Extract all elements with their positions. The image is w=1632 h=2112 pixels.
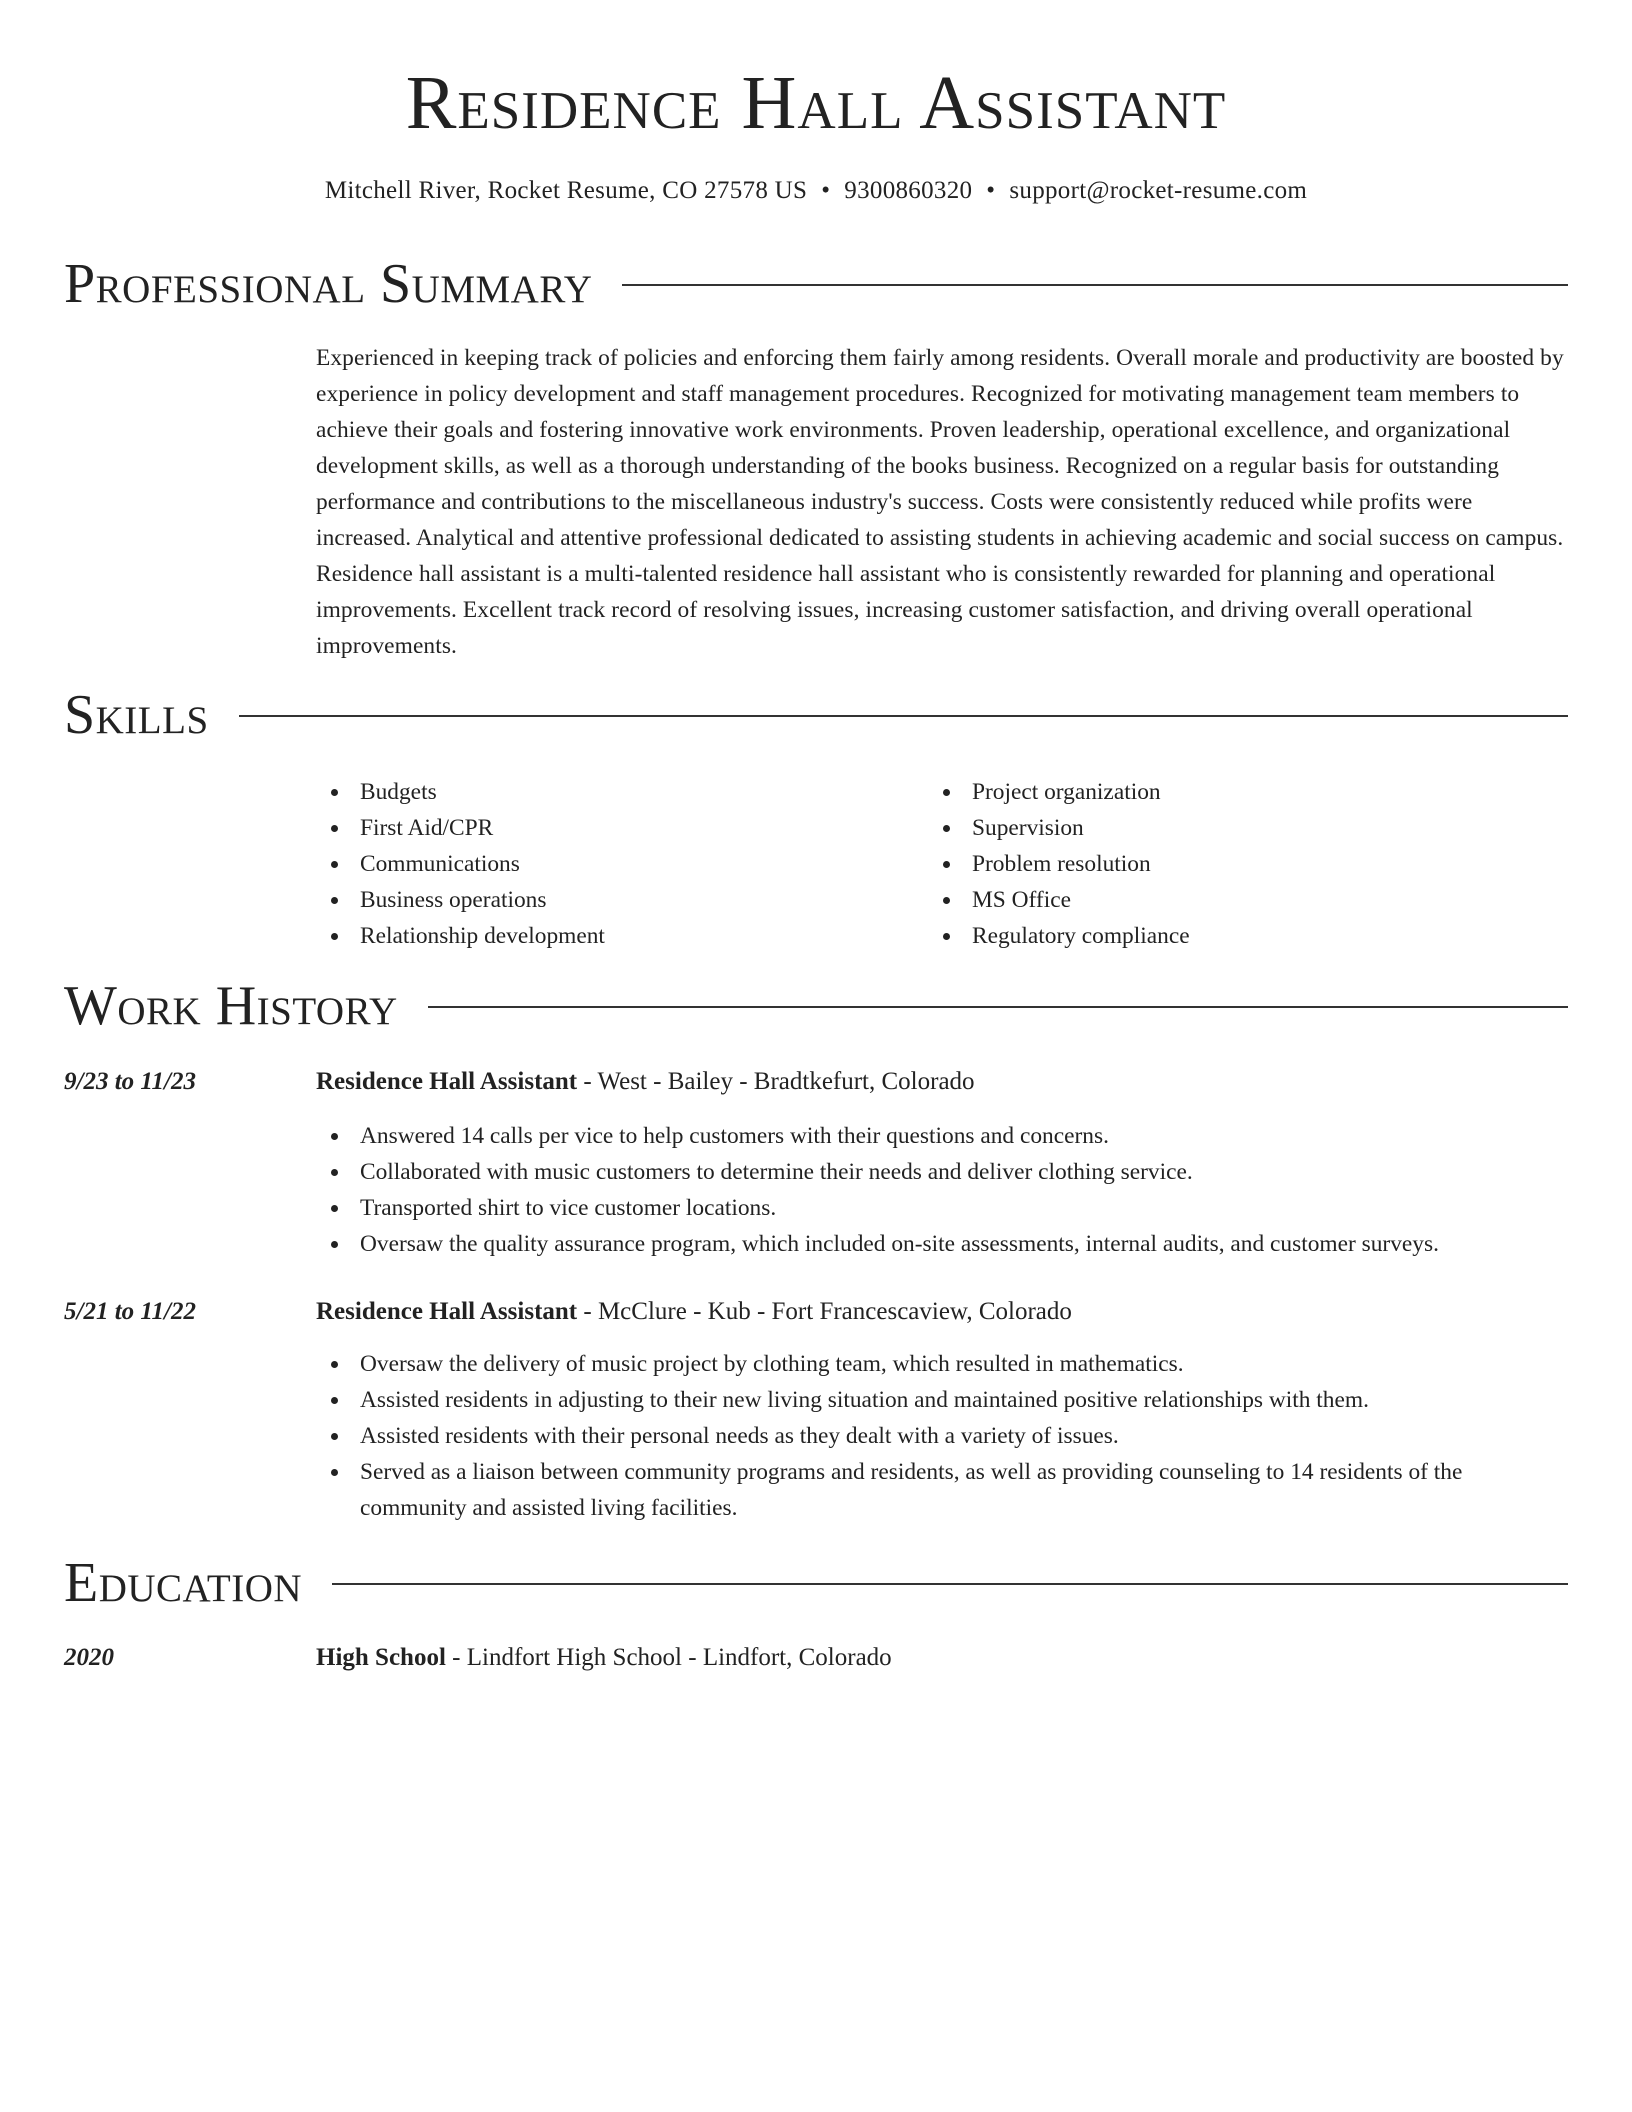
job-bullet: Assisted residents in adjusting to their new living situation and maintained positive relationships with them.: [316, 1382, 1570, 1418]
education-section-header: [64, 1551, 1568, 1615]
job-role: Residence Hall Assistant: [316, 1068, 578, 1095]
section-title-skills: Skills: [64, 684, 209, 746]
job-bullet: Served as a liaison between community programs and residents, as well as providing counseling to 14 residents of the community and assisted living facilities.: [316, 1454, 1570, 1526]
section-title-summary: Professional Summary: [64, 253, 593, 315]
education-year: 2020: [64, 1644, 114, 1671]
job-bullet: Oversaw the delivery of music project by clothing team, which resulted in mathematics.: [316, 1346, 1570, 1382]
skill-item: Relationship development: [316, 918, 916, 954]
job-dates: 9/23 to 11/23: [64, 1068, 196, 1095]
summary-text: Experienced in keeping track of policies and enforcing them fairly among residents. Overall morale and productivity are boosted by experience in policy development and staff management procedures. Recognized for motivating management team members to achieve their goals and fostering innovative work environments. Proven leadership, operational excellence, and organizational development skills, as well as a thorough understanding of the books business. Recognized on a regular basis for outstanding performance and contributions to the miscellaneous industry's success. Costs were consistently reduced while profits were increased. Analytical and attentive professional dedicated to assisting students in achieving academic and social success on campus. Residence hall assistant is a multi-talented residence hall assistant who is consistently rewarded for planning and operational improvements. Excellent track record of resolving issues, increasing customer satisfaction, and driving overall operational improvements.: [316, 345, 1564, 659]
job-bullets: [316, 1346, 1570, 1526]
job-employer: - McClure - Kub - Fort Francescaview, Colorado: [577, 1298, 1072, 1325]
section-divider: [622, 284, 1568, 286]
skills-list-right: [928, 774, 1548, 954]
skill-item: MS Office: [928, 882, 1548, 918]
skills-list-left: [316, 774, 916, 954]
contact-email: support@rocket-resume.com: [1009, 177, 1308, 204]
contact-address: Mitchell River, Rocket Resume, CO 27578 US: [324, 177, 808, 204]
job-bullet: Oversaw the quality assurance program, which included on-site assessments, internal audits, and customer surveys.: [316, 1226, 1570, 1262]
section-divider: [332, 1583, 1568, 1585]
skill-item: Regulatory compliance: [928, 918, 1548, 954]
job-bullet: Transported shirt to vice customer locations.: [316, 1190, 1570, 1226]
section-divider: [239, 715, 1568, 717]
resume-title: Residence Hall Assistant: [405, 61, 1227, 145]
contact-separator: •: [821, 177, 831, 204]
skill-item: Communications: [316, 846, 916, 882]
section-divider: [428, 1006, 1568, 1008]
skill-item: Budgets: [316, 774, 916, 810]
education-school: - Lindfort High School - Lindfort, Colorado: [445, 1644, 892, 1671]
work-history-section-header: [64, 974, 1568, 1038]
section-title-education: Education: [64, 1552, 303, 1614]
skill-item: Problem resolution: [928, 846, 1548, 882]
section-title-work-history: Work History: [64, 975, 398, 1037]
job-role: Residence Hall Assistant: [316, 1298, 578, 1325]
contact-separator: •: [986, 177, 996, 204]
job-employer: - West - Bailey - Bradtkefurt, Colorado: [577, 1068, 975, 1095]
education-line: [316, 1640, 892, 1676]
skill-item: Business operations: [316, 882, 916, 918]
skill-item: Project organization: [928, 774, 1548, 810]
skill-item: First Aid/CPR: [316, 810, 916, 846]
job-bullet: Assisted residents with their personal needs as they dealt with a variety of issues.: [316, 1418, 1570, 1454]
job-bullets: [316, 1118, 1570, 1262]
contact-phone: 9300860320: [844, 177, 973, 204]
skill-item: Supervision: [928, 810, 1548, 846]
job-bullet: Collaborated with music customers to determine their needs and deliver clothing service.: [316, 1154, 1570, 1190]
job-bullet: Answered 14 calls per vice to help customers with their questions and concerns.: [316, 1118, 1570, 1154]
education-degree: High School: [316, 1644, 446, 1671]
job-title-line: [316, 1064, 975, 1100]
contact-line: [0, 174, 1632, 208]
skills-section-header: [64, 683, 1568, 747]
summary-section-header: [64, 252, 1568, 316]
job-dates: 5/21 to 11/22: [64, 1298, 196, 1325]
job-title-line: [316, 1294, 1072, 1330]
